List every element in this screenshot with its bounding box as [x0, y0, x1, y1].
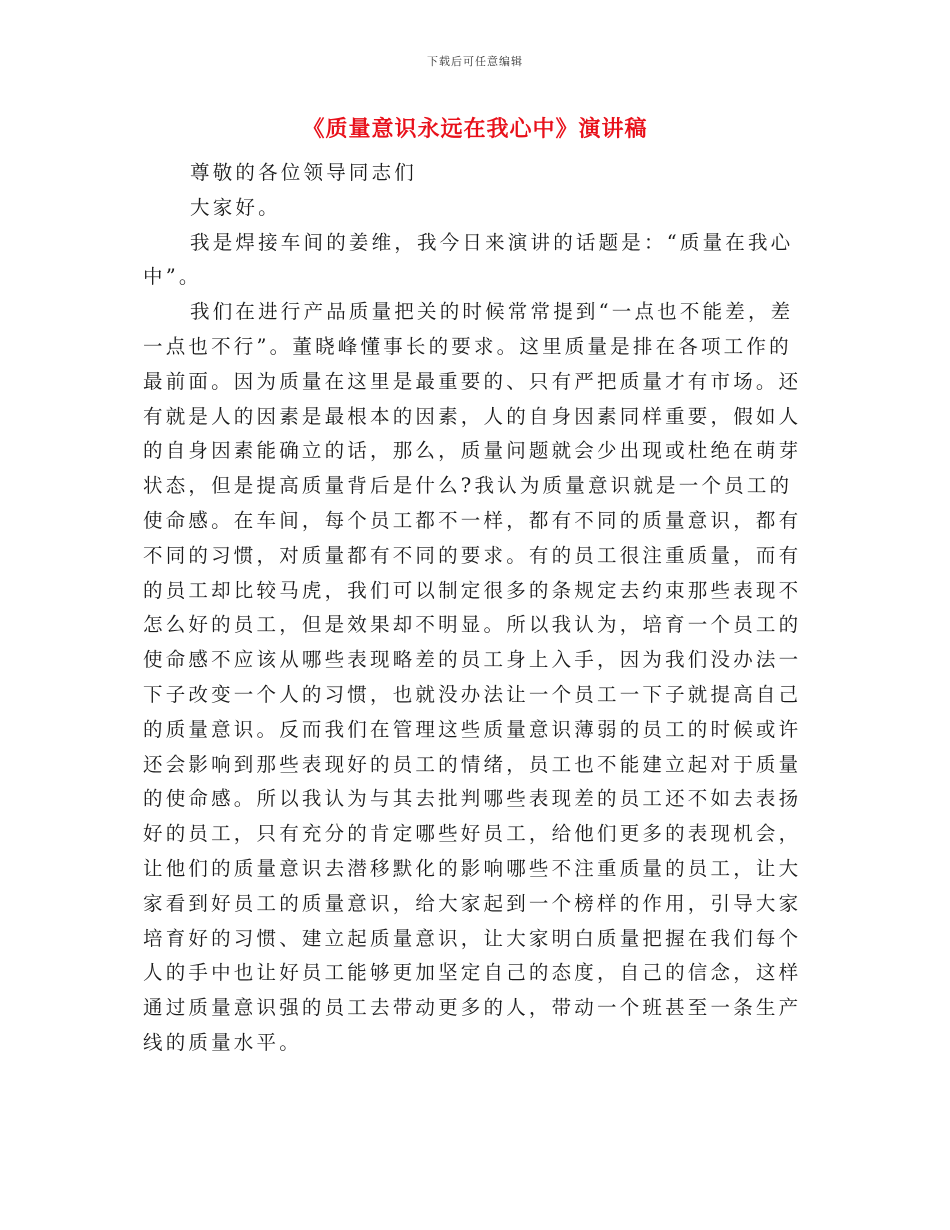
document-body — [143, 156, 813, 1061]
paragraph-salutation: 尊敬的各位领导同志们 — [190, 161, 418, 184]
page-header-note: 下载后可任意编辑 — [427, 55, 523, 68]
paragraph-intro: 我是焊接车间的姜维，我今日来演讲的话题是：“质量在我心中”。 — [143, 230, 794, 289]
paragraph-main: 我们在进行产品质量把关的时候常常提到“一点也不能差，差一点也不行”。董晓峰懂事长的要求。这里质量是排在各项工作的最前面。因为质量在这里是最重要的、只有严把质量才有市场。还有就是人的因素是最根本的因素，人的自身因素同样重要，假如人的自身因素能确立的话，那么，质量问题就会少出现或杜绝在萌芽状态，但是提高质量背后是什么?我认为质量意识就是一个员工的使命感。在车间，每个员工都不一样，都有不同的质量意识，都有不同的习惯，对质量都有不同的要求。有的员工很注重质量，而有的员工却比较马虎，我们可以制定很多的条规定去约束那些表现不怎么好的员工，但是效果却不明显。所以我认为，培育一个员工的使命感不应该从哪些表现略差的员工身上入手，因为我们没办法一下子改变一个人的习惯，也就没办法让一个员工一下子就提高自己的质量意识。反而我们在管理这些质量意识薄弱的员工的时候或许还会影响到那些表现好的员工的情绪，员工也不能建立起对于质量的使命感。所以我认为与其去批判哪些表现差的员工还不如去表扬好的员工，只有充分的肯定哪些好员工，给他们更多的表现机会，让他们的质量意识去潜移默化的影响哪些不注重质量的员工，让大家看到好员工的质量意识，给大家起到一个榜样的作用，引导大家培育好的习惯、建立起质量意识，让大家明白质量把握在我们每个人的手中也让好员工能够更加坚定自己的态度，自己的信念，这样通过质量意识强的员工去带动更多的人，带动一个班甚至一条生产线的质量水平。 — [143, 300, 802, 1054]
paragraph-greeting: 大家好。 — [190, 195, 281, 219]
document-title: 《质量意识永远在我心中》演讲稿 — [302, 116, 648, 142]
